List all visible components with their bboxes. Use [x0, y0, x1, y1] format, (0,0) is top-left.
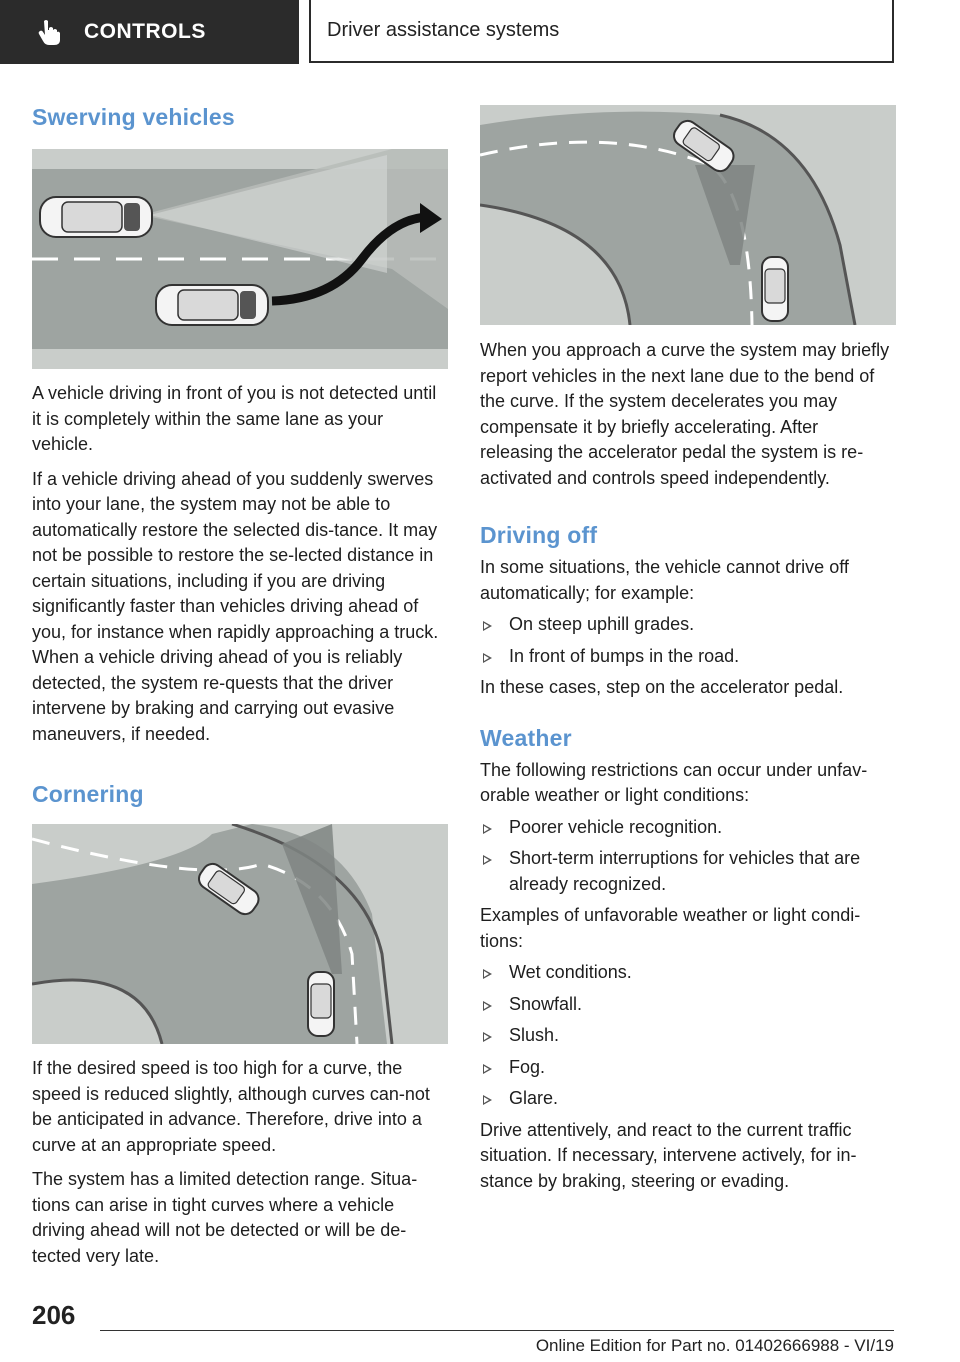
cornering-paragraph-1: If the desired speed is too high for a curve, the speed is reduced slightly, although curves can‐not be anticipated in advance. Therefore, drive into a curve at an appropriate speed.	[32, 1058, 430, 1155]
list-item: Slush.	[480, 1023, 896, 1049]
triangle-bullet-icon	[483, 824, 492, 834]
driving-off-list	[480, 612, 896, 669]
car-own-lane	[762, 257, 788, 321]
list-item: Poorer vehicle recognition.	[480, 815, 896, 841]
triangle-bullet-icon	[483, 969, 492, 979]
page-number: 206	[32, 1300, 76, 1330]
list-item: In front of bumps in the road.	[480, 644, 896, 670]
triangle-bullet-icon	[483, 1001, 492, 1011]
heading-driving-off: Driving off	[480, 522, 598, 548]
cornering-paragraph-2: The system has a limited detection range. Situa‐tions can arise in tight curves where a vehicle driving ahead will not be detected or will be de‐tected very late.	[32, 1169, 418, 1266]
curve-paragraph: When you approach a curve the system may briefly report vehicles in the next lane due to the bend of the curve. If the system decelerates you may compensate it by briefly accelerating. After releasing the accelerator pedal the system is re‐activated and controls speed independently.	[480, 340, 890, 488]
list-item: Snowfall.	[480, 992, 896, 1018]
chapter-title-box	[309, 0, 894, 63]
weather-restrictions-list	[480, 815, 896, 898]
swerving-vehicles-illustration	[32, 149, 448, 369]
list-item: Fog.	[480, 1055, 896, 1081]
car-swerving	[156, 285, 268, 325]
triangle-bullet-icon	[483, 1095, 492, 1105]
section-label: CONTROLS	[84, 20, 206, 43]
triangle-bullet-icon	[483, 621, 492, 631]
car-own	[308, 972, 334, 1036]
weather-examples-intro: Examples of unfavorable weather or light condi‐tions:	[480, 905, 861, 951]
triangle-bullet-icon	[483, 1064, 492, 1074]
curve-next-lane-illustration	[480, 105, 896, 325]
footer-rule	[100, 1330, 894, 1331]
heading-swerving-vehicles: Swerving vehicles	[32, 104, 235, 130]
weather-intro: The following restrictions can occur under unfav‐orable weather or light conditions:	[480, 759, 868, 805]
list-item: Short-term interruptions for vehicles that are already recognized.	[480, 846, 896, 897]
section-tab	[0, 0, 299, 64]
driving-off-intro: In some situations, the vehicle cannot drive off automatically; for example:	[480, 557, 849, 603]
left-column	[32, 96, 448, 1269]
hand-pointer-icon	[38, 19, 60, 45]
heading-weather: Weather	[480, 724, 572, 751]
swerving-paragraph-2: If a vehicle driving ahead of you suddenly swerves into your lane, the system may not be able to automatically restore the selected dis‐tance. It may not be possible to restore the se‐lected distance in certain situations, including if you are driving significantly faster than vehicles driving ahead of you, for instance when rapidly approaching a truck. When a vehicle driving ahead of you is reliably detected, the system re‐quests that the driver intervene by braking and carrying out evasive maneuvers, if needed.	[32, 468, 439, 744]
weather-examples-list	[480, 960, 896, 1112]
list-item: Glare.	[480, 1086, 896, 1112]
car-top-left	[40, 197, 152, 237]
list-item: Wet conditions.	[480, 960, 896, 986]
triangle-bullet-icon	[483, 1032, 492, 1042]
weather-closing: Drive attentively, and react to the current traffic situation. If necessary, intervene actively, for in‐stance by braking, steering or evading.	[480, 1119, 857, 1191]
chapter-title: Driver assistance systems	[327, 19, 560, 41]
list-item: On steep uphill grades.	[480, 612, 896, 638]
edition-note: Online Edition for Part no. 01402666988 - VI/19	[535, 1336, 894, 1355]
heading-cornering: Cornering	[32, 781, 144, 807]
cornering-illustration	[32, 824, 448, 1044]
swerving-paragraph-1: A vehicle driving in front of you is not detected until it is completely within the same lane as your vehicle.	[32, 383, 437, 454]
triangle-bullet-icon	[483, 855, 492, 865]
right-column	[480, 105, 896, 1194]
driving-off-outro: In these cases, step on the accelerator pedal.	[480, 677, 844, 697]
triangle-bullet-icon	[483, 653, 492, 663]
